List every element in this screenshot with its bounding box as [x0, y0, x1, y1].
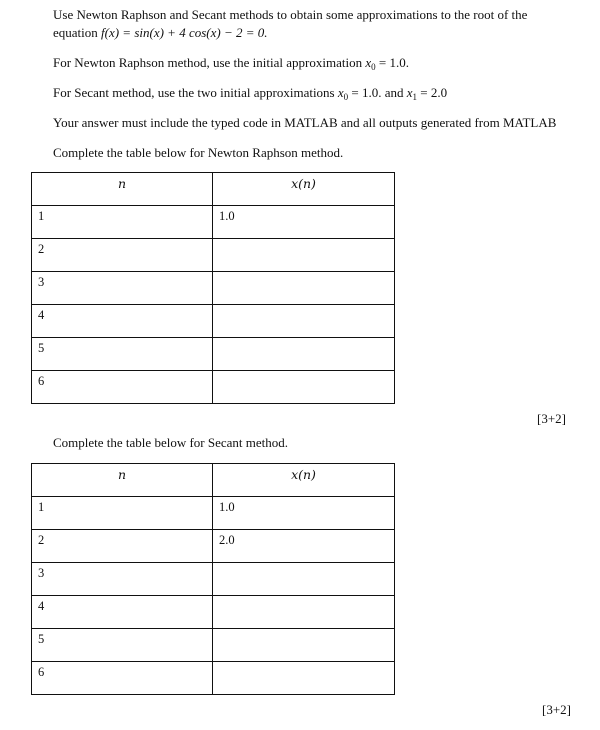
newton-text: For Newton Raphson method, use the initial approximation	[53, 55, 366, 70]
newton-var: x	[365, 55, 372, 70]
newton-initial-approx	[53, 55, 409, 72]
secant-initial-approx	[53, 85, 447, 102]
cell-n: 6	[32, 371, 213, 404]
secant-value: = 2.0	[417, 85, 448, 100]
cell-n: 5	[32, 629, 213, 662]
secant-var0: x	[337, 85, 344, 100]
cell-x[interactable]	[213, 629, 395, 662]
header-x: x(n)	[213, 464, 395, 497]
secant-mid: = 1.0. and	[348, 85, 407, 100]
table-row	[32, 530, 395, 563]
secant-instruction: Complete the table below for Secant method.	[53, 435, 289, 450]
cell-n: 4	[32, 596, 213, 629]
header-x: x(n)	[213, 173, 395, 206]
table-row	[32, 662, 395, 695]
cell-x[interactable]: 2.0	[213, 530, 395, 563]
table-row	[32, 563, 395, 596]
table-header-row	[32, 173, 395, 206]
cell-n: 3	[32, 272, 213, 305]
secant-sub1: 1	[412, 92, 418, 102]
cell-x[interactable]: 1.0	[213, 206, 395, 239]
secant-table	[31, 463, 395, 695]
problem-intro-line2	[53, 25, 268, 41]
cell-n: 4	[32, 305, 213, 338]
cell-x[interactable]: 1.0	[213, 497, 395, 530]
newton-instruction: Complete the table below for Newton Raphson method.	[53, 145, 344, 160]
header-n: n	[32, 173, 213, 206]
equation-prefix: equation	[53, 25, 102, 40]
secant-var1: x	[406, 85, 413, 100]
table-header-row	[32, 464, 395, 497]
cell-x[interactable]	[213, 305, 395, 338]
cell-x[interactable]	[213, 596, 395, 629]
cell-n: 2	[32, 239, 213, 272]
table-row	[32, 497, 395, 530]
cell-n: 3	[32, 563, 213, 596]
cell-x[interactable]	[213, 272, 395, 305]
cell-n: 1	[32, 497, 213, 530]
cell-n: 5	[32, 338, 213, 371]
table-row	[32, 272, 395, 305]
table-row	[32, 629, 395, 662]
cell-x[interactable]	[213, 239, 395, 272]
table-row	[32, 305, 395, 338]
newton-value: = 1.0.	[375, 55, 409, 70]
cell-n: 1	[32, 206, 213, 239]
table-row	[32, 239, 395, 272]
table-row	[32, 371, 395, 404]
header-n: n	[32, 464, 213, 497]
newton-marks: [3+2]	[537, 411, 566, 426]
table-row	[32, 338, 395, 371]
newton-table	[31, 172, 395, 404]
secant-marks: [3+2]	[542, 702, 571, 717]
table-row	[32, 596, 395, 629]
answer-note: Your answer must include the typed code in MATLAB and all outputs generated from MATLAB	[53, 115, 557, 130]
table-row	[32, 206, 395, 239]
newton-sub: 0	[371, 62, 376, 72]
cell-x[interactable]	[213, 371, 395, 404]
secant-text: For Secant method, use the two initial approximations	[53, 85, 338, 100]
equation: f(x) = sin(x) + 4 cos(x) − 2 = 0.	[101, 25, 268, 40]
cell-n: 2	[32, 530, 213, 563]
secant-sub0: 0	[343, 92, 349, 102]
cell-x[interactable]	[213, 563, 395, 596]
cell-n: 6	[32, 662, 213, 695]
cell-x[interactable]	[213, 338, 395, 371]
cell-x[interactable]	[213, 662, 395, 695]
problem-intro-line1: Use Newton Raphson and Secant methods to obtain some approximations to the root of the	[53, 7, 528, 22]
